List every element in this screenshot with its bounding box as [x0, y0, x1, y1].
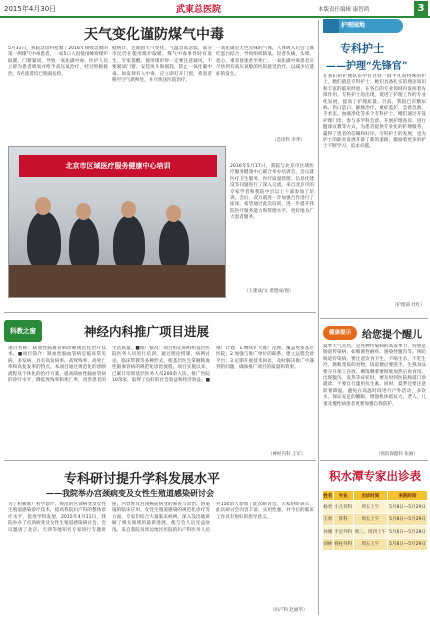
photo-credit: （王建成/文 黄德成/图）	[244, 289, 294, 294]
photo-person-head	[121, 201, 136, 218]
table-row	[323, 526, 428, 539]
science-section-tag: 科教之窗	[4, 320, 42, 342]
table-header: 专业	[333, 491, 353, 501]
table-cell: 周三、周四上午	[353, 526, 387, 539]
table-cell: 周五上午	[353, 501, 387, 514]
table-cell: 周五上午	[353, 538, 387, 551]
photo-person-head	[35, 197, 51, 215]
table-cell: 手足外科	[333, 526, 353, 539]
table-cell: 骨科	[333, 513, 353, 526]
photo-person-head	[166, 205, 181, 222]
story2-byline: （神经内科 王军）	[268, 452, 306, 457]
table-cell: 周五上午	[353, 513, 387, 526]
table-cell: 孙刚	[323, 526, 334, 539]
table-cell: 5月6日—5月28日	[387, 526, 427, 539]
section-divider	[320, 460, 428, 461]
column-divider	[318, 20, 319, 615]
table-row	[323, 501, 428, 514]
table-cell: 刘林	[323, 538, 334, 551]
table-header: 来院时间	[387, 491, 427, 501]
table-cell: 5月8日—5月29日	[387, 513, 427, 526]
nurse-subheadline: ——护理“先锋官”	[326, 61, 408, 72]
story2-headline: 神经内科推广项目进展	[84, 324, 210, 339]
nurse-headline: 专科护士	[340, 42, 384, 55]
nurse-column-tag: 护理园地	[323, 19, 403, 33]
table-cell: 王勇	[323, 513, 334, 526]
story-body-col1: 5月31日，我院急诊科抢救了2016年接收急救的第一例煤气中毒患者。一家5口人因使用蜂窝煤炉取暖，门窗紧闭，导致一氧化碳中毒。医护人员立即为患者吸氧并给予高压氧治疗，经过积极救治，5名患者均已脱离危险。	[8, 46, 108, 77]
page-header	[0, 0, 430, 18]
story3-headline: 专科研讨提升学科发展水平	[64, 472, 221, 487]
section-divider	[4, 460, 316, 461]
story-headline: 天气变化谨防煤气中毒	[84, 27, 224, 43]
photo-person	[27, 211, 61, 271]
conference-photo	[8, 146, 226, 298]
story-body-col3: 一氧化碳是无色无味的气体，人体吸入后会与血红蛋白结合，导致组织缺氧。轻者头痛、头晕、恶心，重者昏迷甚至死亡。一氧化碳中毒患者应尽快到有高压氧舱的医院接受治疗，以减少后遗症的发生。	[216, 46, 314, 77]
section-divider	[320, 318, 428, 319]
tip-byline: （预防保健科 张丽）	[376, 452, 418, 457]
table-cell: 小儿骨科	[333, 501, 353, 514]
tip-headline: 给您提个醒儿	[362, 330, 422, 341]
story-byline: （急诊科 李季）	[272, 138, 305, 143]
story3-subheadline: ——我院举办宫颈病变及女性生殖道感染研讨会	[46, 488, 214, 498]
table-header: 出诊时间	[353, 491, 387, 501]
expert-schedule-title: 积水潭专家出诊表	[329, 469, 421, 483]
story3-body: 为了积极推广科学诊疗、规范的宫颈病变及女性生殖道感染诊疗技术，提高我院妇产科的整体诊疗水平，促进学科发展，2015年4月11日，我院举办了宫颈病变及女性生殖道感染研讨会。会议邀请了北京、天津等地知名专家进行专题讲座，内容涉及宫颈癌前病变的筛查与诊治、阴道镜的临床应用、女性生殖道感染的规范化诊疗等方面。专家们结合大量临床病例，深入浅出地讲解了相关领域的最新进展，使与会人员受益匪浅。来自我院及周边地区医院的妇产科医务人员共150余人参加了此次研讨会。大家纷纷表示，此次研讨会内容丰富、实用性强，对今后的临床工作具有很好的指导意义。	[8, 502, 314, 533]
table-cell: 脊柱外科	[333, 538, 353, 551]
expert-schedule-table	[322, 490, 428, 551]
nurse-icon	[323, 19, 339, 33]
table-cell: 5月8日—5月29日	[387, 501, 427, 514]
photo-table	[9, 265, 226, 298]
table-row	[323, 513, 428, 526]
photo-banner: 北京市区域医疗服务健康中心培训	[19, 155, 217, 177]
tip-body: 夏季天气炎热，是各种传染病的高发季节，特别是肠道传染病，如细菌性痢疾、感染性腹泻等。预防肠道传染病，要注意饮食卫生，不喝生水，不吃生冷、腐败变质的食物，饭前便后要洗手。生熟食品要分开加工存放，剩饭剩菜要彻底加热后再食用。出现腹泻、发热等症状时，要及时到医院肠道门诊就诊，不要自行滥用抗生素。同时，夏季还要注意防暑降温，避免在高温时段进行户外活动，多饮水，保证充足的睡眠，增强机体抵抗力。老人、儿童及慢性病患者更要加强自我防护。	[323, 344, 426, 407]
nurse-byline: （护理部 杜红）	[392, 303, 425, 308]
section-divider	[4, 312, 316, 313]
story3-byline: （妇产科 赵丽华）	[270, 608, 308, 613]
story-body-col2: 据统计，近期因天气变化，气温忽高忽低，部分市民仍在使用煤炉取暖，煤气中毒事件时有发生。专家提醒，使用煤炉时一定要注意通风，不要紧闭门窗，安装风斗和烟筒，防止一氧化碳中毒。如发现有人中毒，应立即打开门窗，将患者移至空气新鲜处，并尽快送医院治疗。	[112, 46, 212, 84]
photo-caption: 2016年5月17日，我院与北京市区域医疗服务健康中心联合举办培训会。会议就医疗卫生服务、医疗质量管理、信息化建设等问题进行了深入交流。来自北京市的专家学者和我院中层以上干部参加了培训。会后，双方就进一步加强合作进行了座谈，希望通过此次培训，进一步提升我院医疗服务能力和管理水平，更好地为广大患者服务。	[230, 164, 314, 221]
tip-column-tag: 健康提示	[323, 326, 357, 340]
story2-body: 项目名称：缺血性脑血管病诊断规范化治疗技术。■项目简介：缺血性脑血管病是临床常见病、多发病，具有高发病率、高致残率、高死亡率和高复发率的特点。本项目通过规范化的诊断流程及个体化的治疗方案，提高缺血性脑血管病的诊疗水平，降低致残率和死亡率，改善患者的生活质量。■推广情况：项目组定期组织基层医院医务人员进行培训，通过理论授课、病例讨论、临床带教等多种形式，使基层医生掌握缺血性脑血管病的规范化诊治流程。项目实施以来，已累计培训基层医务人员200余人次，推广医院10余家，取得了良好的社会效益和经济效益。■推广计划：1.继续扩大推广范围，覆盖更多基层医院；2.加强与推广单位的联系，建立远程会诊平台；3.定期开展技术回访，及时解决推广中遇到的问题，确保推广项目的质量和效果。	[8, 346, 314, 384]
masthead: 武東总医院	[176, 5, 222, 15]
editor-credit: 本版责任编辑 康智鸿	[318, 7, 370, 13]
table-row	[323, 538, 428, 551]
photo-person-head	[76, 203, 91, 220]
table-cell: 杨勇	[323, 501, 334, 514]
issue-date: 2015年4月30日	[4, 5, 57, 13]
table-header: 姓名	[323, 491, 334, 501]
nurse-body: 在我们的护理队伍中有这样一群平凡而特殊的护士，她们就是专科护士。她们具备扎实的理论知识和丰富的临床经验，在各自的专业领域内发挥着先锋作用。专科护士的出现，促进了护理工作的专业化发展，提高了护理质量。目前，我院已有糖尿病、伤口造口、静脉治疗、重症监护、急诊急救、手术室、血液净化等多个专科护士。她们通过开设护理门诊、参与多学科会诊、开展护理查房、进行健康宣教等方式，为患者提供专业化的护理服务，赢得了患者的信赖和好评。专科护士的发展，也为护士的职业发展开辟了新的道路，激励着更多的护士不断学习、追求卓越。	[323, 74, 426, 150]
table-header-row	[323, 491, 428, 501]
page-number: 3	[414, 1, 428, 16]
table-cell: 5月8日—5月29日	[387, 538, 427, 551]
